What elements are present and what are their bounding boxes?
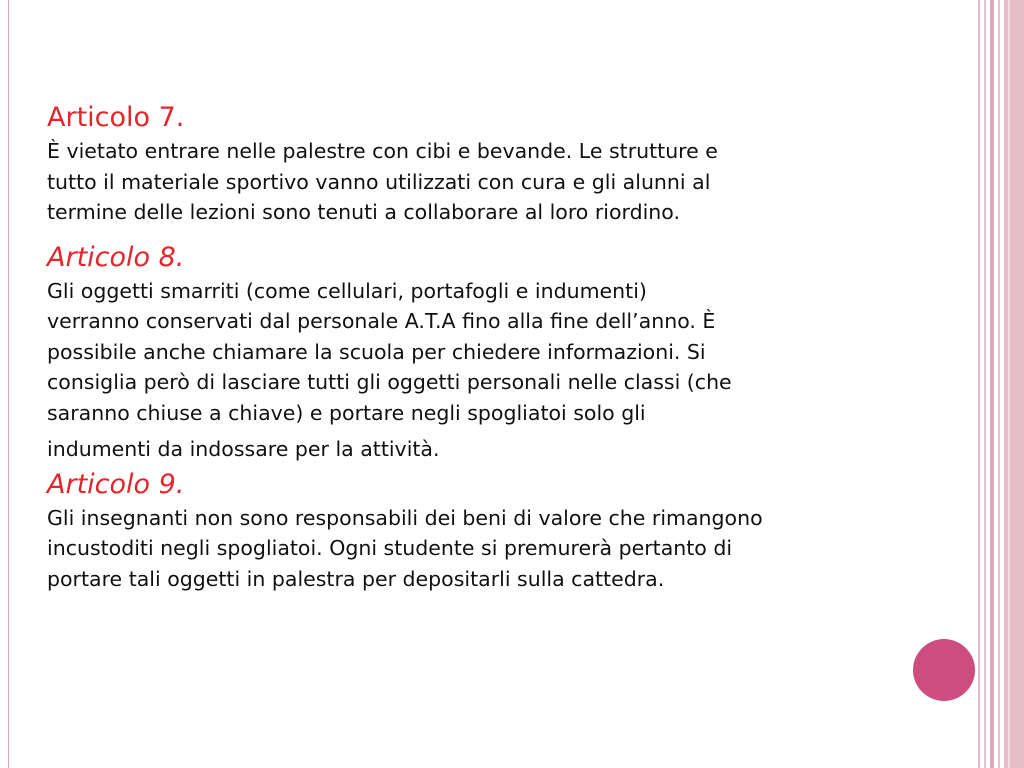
decorative-circle xyxy=(913,639,975,701)
article-9 xyxy=(47,467,957,595)
stripe xyxy=(1004,0,1024,768)
article-text-line: portare tali oggetti in palestra per depositarli sulla cattedra. xyxy=(47,566,665,591)
slide-left-border xyxy=(8,0,9,768)
article-heading: Articolo 7. xyxy=(47,102,185,133)
article-7 xyxy=(47,100,957,228)
article-8 xyxy=(47,240,957,465)
article-text-line: saranno chiuse a chiave) e portare negli spogliatoi solo gli xyxy=(47,400,646,425)
article-heading: Articolo 8. xyxy=(47,241,185,273)
article-heading: Articolo 9. xyxy=(47,468,185,500)
stripe xyxy=(984,0,986,768)
stripe xyxy=(1008,0,1010,768)
decorative-stripes xyxy=(978,0,1024,768)
stripe xyxy=(978,0,980,768)
article-text-line: verranno conservati dal personale A.T.A fino alla fine dell’anno. È xyxy=(47,309,716,333)
article-text-line: consiglia però di lasciare tutti gli oggetti personali nelle classi (che xyxy=(47,370,732,394)
article-text-line: indumenti da indossare per la attività. xyxy=(47,437,440,461)
article-text-line: È vietato entrare nelle palestre con cibi e bevande. Le strutture e xyxy=(47,139,718,163)
stripe xyxy=(998,0,1000,768)
article-text-line: termine delle lezioni sono tenuti a collaborare al loro riordino. xyxy=(47,200,680,224)
stripe xyxy=(990,0,994,768)
slide-content xyxy=(47,100,957,594)
article-text-line: possibile anche chiamare la scuola per chiedere informazioni. Si xyxy=(47,339,706,364)
article-text-line: Gli insegnanti non sono responsabili dei beni di valore che rimangono xyxy=(47,505,763,530)
spacer xyxy=(47,228,957,240)
article-text-line: incustoditi negli spogliatoi. Ogni studente si premurerà pertanto di xyxy=(47,536,733,560)
article-text-line: Gli oggetti smarriti (come cellulari, portafogli e indumenti) xyxy=(47,278,647,303)
article-text-line: tutto il materiale sportivo vanno utilizzati con cura e gli alunni al xyxy=(47,169,711,194)
